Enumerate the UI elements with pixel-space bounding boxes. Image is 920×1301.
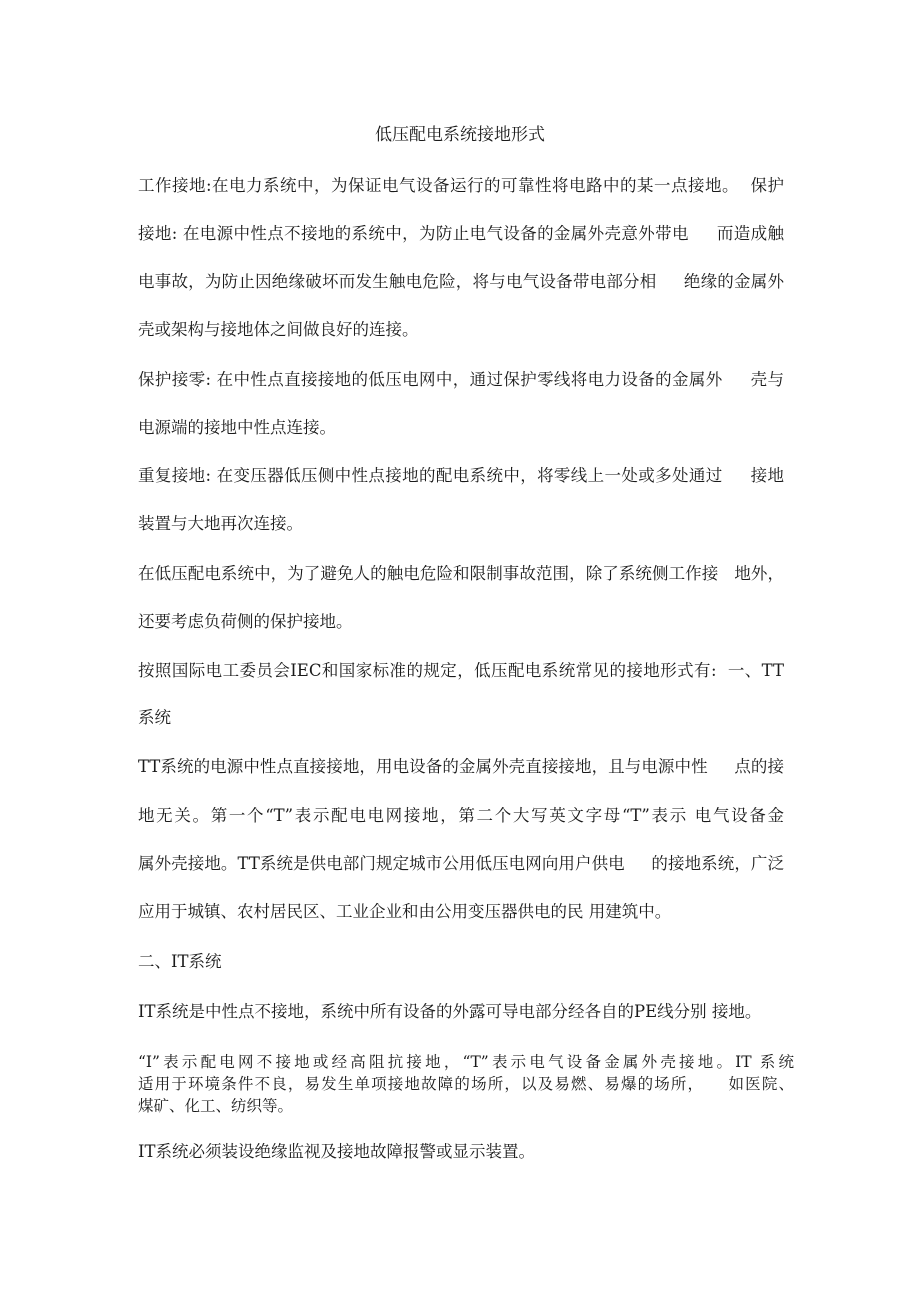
text-line: 属外壳接地。TT系统是供电部门规定城市公用低压电网向用户供电 的接地系统，广泛 bbox=[138, 854, 784, 873]
text-line: 还要考虑负荷侧的保护接地。 bbox=[138, 612, 353, 631]
text-line: 电事故，为防止因绝缘破坏而发生触电危险，将与电气设备带电部分相 绝缘的金属外 bbox=[138, 272, 784, 291]
text-line: 保护接零: 在中性点直接接地的低压电网中，通过保护零线将电力设备的金属外 壳与 bbox=[138, 370, 784, 389]
text-line: 煤矿、化工、纺织等。 bbox=[138, 1097, 294, 1115]
text-line: 壳或架构与接地体之间做良好的连接。 bbox=[138, 320, 419, 339]
document-title: 低压配电系统接地形式 bbox=[375, 125, 545, 145]
text-line: 电源端的接地中性点连接。 bbox=[138, 418, 336, 437]
text-line: 工作接地:在电力系统中，为保证电气设备运行的可靠性将电路中的某一点接地。 保护 bbox=[138, 176, 784, 195]
text-line: 在低压配电系统中，为了避免人的触电危险和限制事故范围，除了系统侧工作接 地外， bbox=[138, 564, 784, 583]
text-line: IT系统必须装设绝缘监视及接地故障报警或显示装置。 bbox=[138, 1142, 536, 1161]
text-line: 适用于环境条件不良，易发生单项接地故障的场所，以及易燃、易爆的场所， 如医院、 bbox=[138, 1075, 794, 1093]
section-heading: 二、IT系统 bbox=[138, 952, 222, 971]
text-line: 应用于城镇、农村居民区、工业企业和由公用变压器供电的民 用建筑中。 bbox=[138, 902, 672, 921]
text-line: “I”表示配电网不接地或经高阻抗接地，“T”表示电气设备金属外壳接地。IT 系统 bbox=[138, 1053, 794, 1071]
text-line: 重复接地: 在变压器低压侧中性点接地的配电系统中，将零线上一处或多处通过 接地 bbox=[138, 466, 784, 485]
text-line: 装置与大地再次连接。 bbox=[138, 514, 303, 533]
text-line: 地无关。第一个“T”表示配电电网接地，第二个大写英文字母“T”表示 电气设备金 bbox=[138, 806, 784, 825]
text-line: IT系统是中性点不接地，系统中所有设备的外露可导电部分经各自的PE线分别 接地。 bbox=[138, 1002, 762, 1021]
text-line: 接地: 在电源中性点不接地的系统中，为防止电气设备的金属外壳意外带电 而造成触 bbox=[138, 224, 784, 243]
text-line: TT系统的电源中性点直接接地，用电设备的金属外壳直接接地，且与电源中性 点的接 bbox=[138, 757, 784, 776]
text-line: 按照国际电工委员会IEC和国家标准的规定，低压配电系统常见的接地形式有: 一、TT bbox=[138, 661, 784, 680]
text-line: 系统 bbox=[138, 708, 171, 727]
